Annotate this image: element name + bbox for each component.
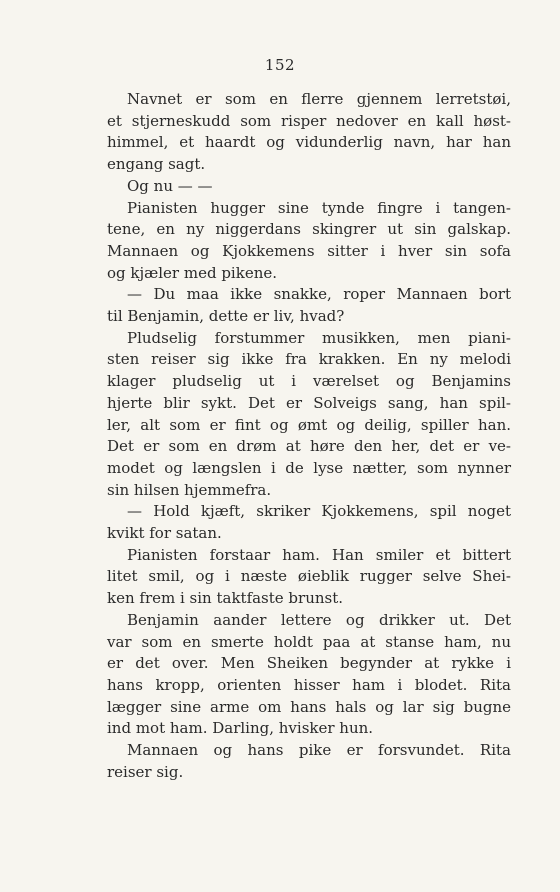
text-line: — Hold kjæft, skriker Kjokkemens, spil noget — [127, 502, 511, 521]
text-line: Navnet er som en flerre gjennem lerretstøi, — [127, 90, 511, 108]
text-line: Pianisten hugger sine tynde fingre i tangen- — [127, 198, 511, 217]
page-number: 152 — [264, 56, 296, 74]
text-line: Pludselig forstummer musikken, men piani- — [127, 328, 511, 347]
text-line: Pianisten forstaar ham. Han smiler et bittert — [127, 545, 511, 564]
text-line: og kjæler med pikene. — [107, 263, 277, 282]
text-line: hans kropp, orienten hisser ham i blodet. Rita — [107, 675, 511, 694]
text-line: ler, alt som er fint og ømt og deilig, spiller han. — [107, 415, 511, 434]
text-line: var som en smerte holdt paa at stanse ham, nu — [107, 632, 511, 651]
text-line: — Du maa ikke snakke, roper Mannaen bort — [127, 285, 511, 304]
text-line: litet smil, og i næste øieblik rugger selve Shei- — [107, 567, 511, 586]
text-line: et stjerneskudd som risper nedover en kall høst- — [107, 111, 511, 130]
text-line: reiser sig. — [107, 762, 184, 781]
text-line: hjerte blir sykt. Det er Solveigs sang, han spil- — [107, 393, 511, 412]
text-line: tene, en ny niggerdans skingrer ut sin galskap. — [107, 220, 511, 239]
text-line: til Benjamin, dette er liv, hvad? — [107, 307, 345, 326]
text-line: lægger sine arme om hans hals og lar sig bugne — [107, 697, 511, 716]
text-line: Det er som en drøm at høre den her, det er ve- — [107, 437, 511, 456]
text-line: kvikt for satan. — [107, 524, 222, 543]
body-text — [107, 89, 511, 784]
text-line: Mannaen og hans pike er forsvundet. Rita — [127, 741, 511, 760]
text-line: engang sagt. — [107, 155, 206, 174]
text-line: sin hilsen hjemmefra. — [107, 480, 272, 499]
text-line: Benjamin aander lettere og drikker ut. Det — [127, 610, 511, 629]
text-line: ken frem i sin taktfaste brunst. — [107, 589, 344, 608]
text-line: er det over. Men Sheiken begynder at rykke i — [107, 654, 511, 673]
text-line: klager pludselig ut i værelset og Benjamins — [107, 372, 511, 391]
text-line: Mannaen og Kjokkemens sitter i hver sin sofa — [107, 241, 511, 260]
text-line: sten reiser sig ikke fra krakken. En ny melodi — [107, 350, 511, 369]
text-line: modet og længslen i de lyse nætter, som nynner — [107, 458, 511, 477]
text-line: Og nu — — — [127, 176, 213, 195]
text-line: ind mot ham. Darling, hvisker hun. — [107, 719, 374, 738]
text-line: himmel, et haardt og vidunderlig navn, har han — [107, 133, 511, 152]
